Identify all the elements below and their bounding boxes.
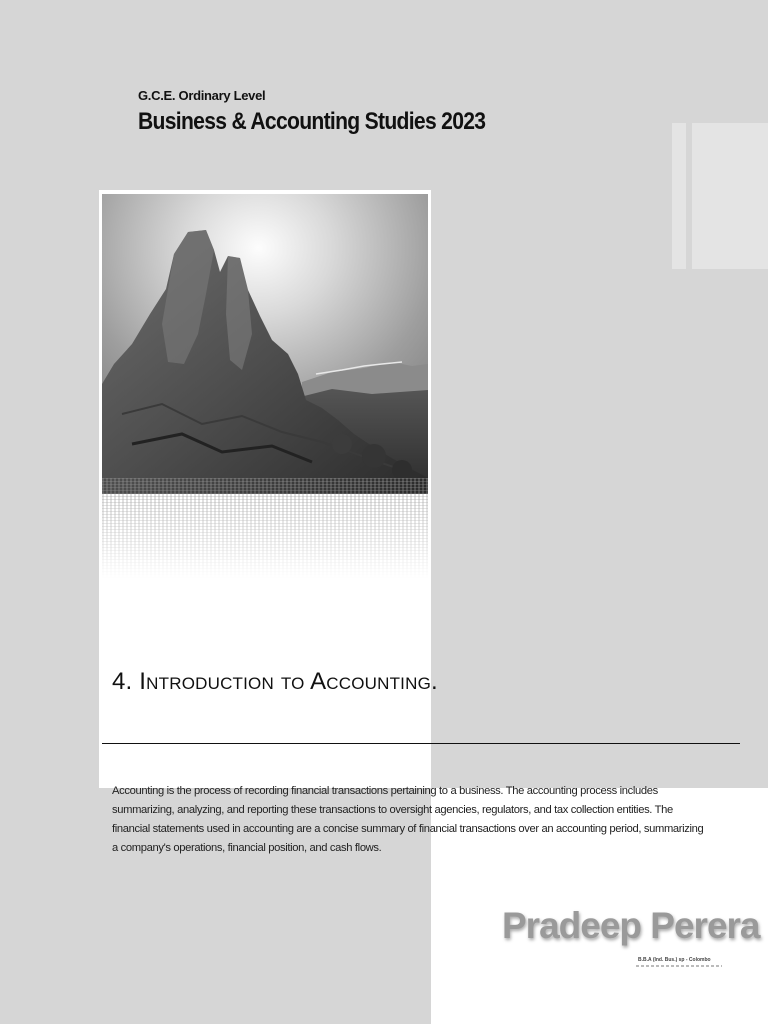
exam-level-label: G.C.E. Ordinary Level [138, 88, 266, 103]
document-title: Business & Accounting Studies 2023 [138, 108, 486, 135]
author-credential: B.B.A (Ind. Bus.) sp - Colombo [638, 957, 711, 963]
author-name: Pradeep Perera [502, 905, 760, 946]
decorative-stripe [672, 123, 686, 269]
rock-mountain-photo [102, 194, 428, 494]
photo-fade-pattern [102, 478, 428, 578]
chapter-heading: 4. Introduction to Accounting. [112, 668, 438, 695]
decorative-block [692, 123, 768, 269]
divider-rule [102, 743, 740, 744]
intro-paragraph: Accounting is the process of recording financial transactions pertaining to a business. The accounting process includes summarizing, analyzing, and reporting these transactions to oversight agencies, regulators, and tax collection entities. The financial statements used in accounting are a concise summary of financial transactions over an accounting period, summarizing a company's operations, financial position, and cash flows. [112, 785, 704, 854]
credential-underline [636, 965, 722, 967]
